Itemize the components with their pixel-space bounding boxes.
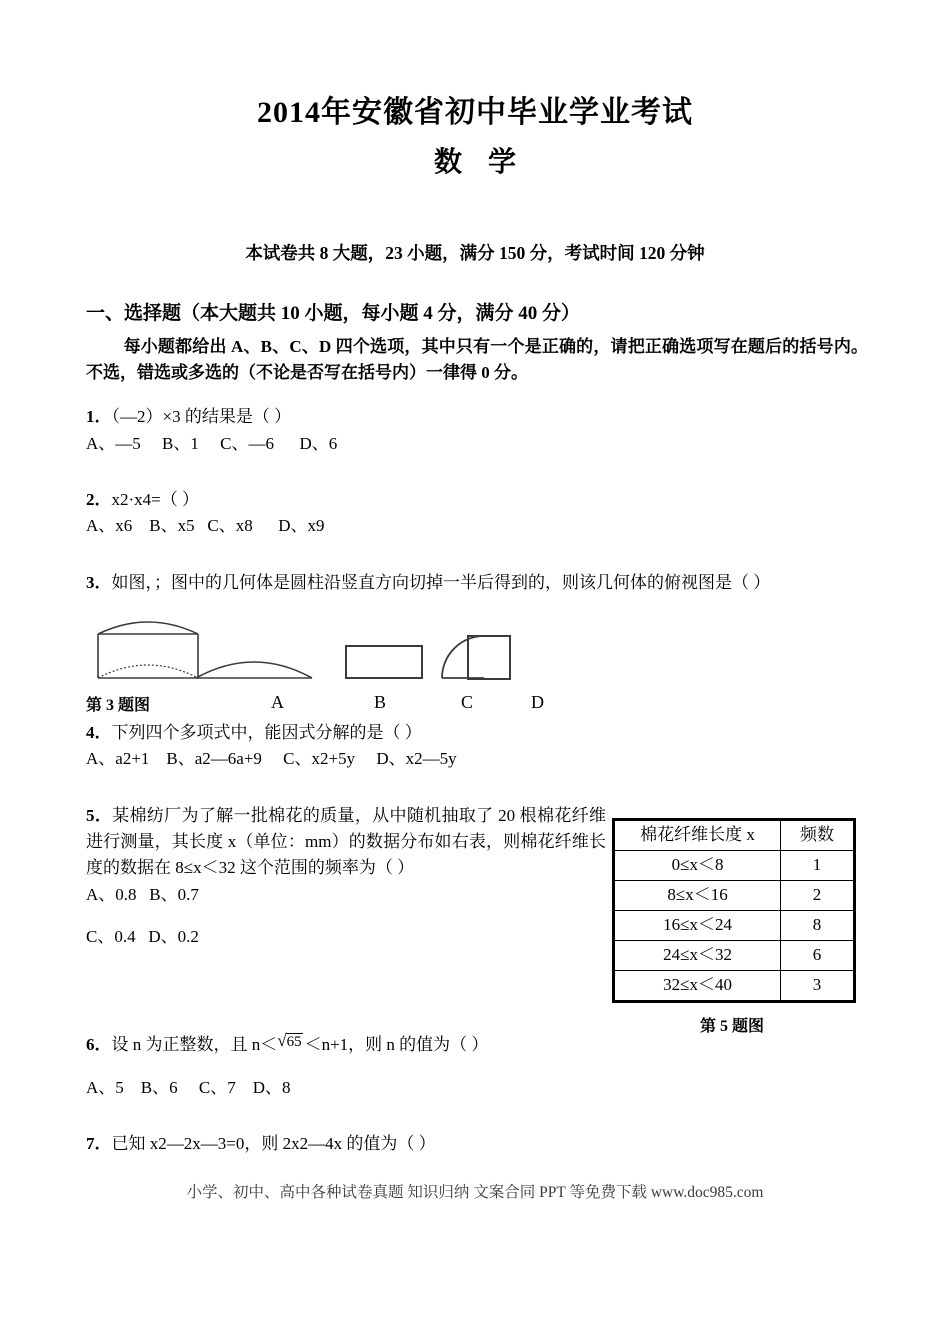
section-note-text: 每小题都给出 A、B、C、D 四个选项，其中只有一个是正确的，请把正确选项写在题后的括号内。不选，错选或多选的（不论是否写在括号内）一律得 0 分。 [86, 336, 868, 382]
question-2-text: x2·x4=（ ） [111, 489, 199, 509]
column-header-length: 棉花纤维长度 x [614, 820, 781, 851]
figure-3-drawing [86, 612, 556, 692]
page-title: 2014年安徽省初中毕业学业考试 [257, 96, 693, 129]
table-header-row [614, 820, 855, 851]
question-6-number: 6． [86, 1035, 112, 1055]
table-row [614, 851, 855, 881]
cell-frequency: 6 [781, 941, 855, 971]
figure-3-caption: 第 3 题图 [86, 697, 151, 714]
cell-range: 8≤x＜16 [614, 881, 781, 911]
question-2-stem [86, 487, 868, 513]
question-3-text: 如图，；图中的几何体是圆柱沿竖直方向切掉一半后得到的，则该几何体的俯视图是（ ） [111, 572, 771, 592]
spacer [86, 779, 868, 803]
question-4-text: 下列四个多项式中，能因式分解的是（ ） [111, 722, 422, 742]
cell-frequency: 3 [781, 971, 855, 1002]
question-7-number: 7． [86, 1134, 112, 1154]
figure-3-label-c: C [461, 692, 474, 712]
option-a-arc [196, 662, 312, 678]
option-cd-shape [442, 636, 510, 679]
table-row [614, 971, 855, 1002]
figure-3-label-a: A [271, 692, 284, 712]
figure-3-label-b: B [374, 692, 387, 712]
question-5-number: 5． [86, 805, 113, 825]
subject-title: 数学 [433, 147, 542, 178]
radical-sign: √ [277, 1031, 287, 1051]
section-heading: 一、选择题（本大题共 10 小题，每小题 4 分，满分 40 分） [86, 303, 581, 324]
question-6-text-after: ＜n+1，则 n 的值为（ ） [304, 1035, 489, 1055]
cylinder-top-arc [98, 622, 198, 634]
question-1-text: （—2）×3 的结果是（ ） [111, 407, 292, 427]
cell-range: 16≤x＜24 [614, 911, 781, 941]
half-cylinder-shape [98, 622, 198, 678]
question-5-options-line-1: A、0.8 B、0.7 [86, 884, 199, 904]
question-1-stem [86, 404, 868, 430]
option-b-shape [346, 646, 422, 678]
question-7-text: 已知 x2—2x—3=0，则 2x2—4x 的值为（ ） [111, 1134, 436, 1154]
figure-3-label-d: D [531, 692, 544, 712]
question-6 [86, 1028, 868, 1101]
question-1-options: A、—5 B、1 C、—6 D、6 [86, 433, 338, 453]
question-5-text: 某棉纺厂为了解一批棉花的质量，从中随机抽取了 20 根棉花纤维进行测量，其长度 x（单位：mm）的数据分布如右表，则棉花纤维长度的数据在 8≤x＜32 这个范围的频率为（ ） [86, 805, 607, 878]
question-2-options: A、x6 B、x5 C、x8 D、x9 [86, 516, 325, 536]
question-6-text-before: 设 n 为正整数，且 n＜ [111, 1035, 278, 1055]
cell-frequency: 2 [781, 881, 855, 911]
spacer [86, 463, 868, 487]
cell-range: 32≤x＜40 [614, 971, 781, 1002]
cell-frequency: 8 [781, 911, 855, 941]
figure-question-3 [86, 612, 556, 712]
spacer [86, 1059, 868, 1075]
question-4 [86, 720, 868, 773]
spacer [86, 1107, 868, 1131]
cell-frequency: 1 [781, 851, 855, 881]
radicand-value: 65 [286, 1034, 302, 1051]
option-c-quarter-arc [442, 636, 484, 678]
question-3-number: 3． [86, 572, 112, 592]
cell-range: 24≤x＜32 [614, 941, 781, 971]
question-5-options-line-2: C、0.4 D、0.2 [86, 927, 199, 947]
table-row [614, 911, 855, 941]
figure-5-caption: 第 5 题图 [700, 1018, 765, 1035]
table-row [614, 941, 855, 971]
question-5 [86, 803, 606, 951]
question-4-stem [86, 720, 868, 746]
question-3 [86, 570, 868, 596]
page-footer: 小学、初中、高中各种试卷真题 知识归纳 文案合同 PPT 等免费下载 www.doc985.com [186, 1184, 764, 1201]
spacer [86, 546, 868, 570]
cell-range: 0≤x＜8 [614, 851, 781, 881]
square-root-icon [277, 1028, 304, 1054]
section-note [86, 334, 868, 387]
exam-info-line: 本试卷共 8 大题，23 小题，满分 150 分，考试时间 120 分钟 [245, 243, 705, 263]
table-row [614, 881, 855, 911]
table-head [614, 820, 855, 851]
column-header-frequency: 频数 [781, 820, 855, 851]
question-1-number: 1． [86, 407, 112, 427]
question-7-stem [86, 1131, 868, 1157]
question-2-number: 2． [86, 489, 112, 509]
option-a-shape [196, 662, 312, 678]
cylinder-hidden-arc [98, 665, 198, 678]
question-4-options: A、a2+1 B、a2—6a+9 C、x2+5y D、x2—5y [86, 749, 457, 769]
question-6-options: A、5 B、6 C、7 D、8 [86, 1077, 291, 1097]
spacer [86, 908, 606, 924]
question-3-stem [86, 570, 868, 596]
frequency-distribution-table [612, 818, 856, 1003]
frequency-table-wrapper [612, 818, 856, 1003]
question-7 [86, 1131, 868, 1157]
option-b-rectangle [346, 646, 422, 678]
table-body [614, 851, 855, 1002]
question-4-number: 4． [86, 722, 112, 742]
question-1 [86, 404, 868, 457]
question-5-stem [86, 803, 606, 882]
question-2 [86, 487, 868, 540]
option-d-rectangle [468, 636, 510, 679]
